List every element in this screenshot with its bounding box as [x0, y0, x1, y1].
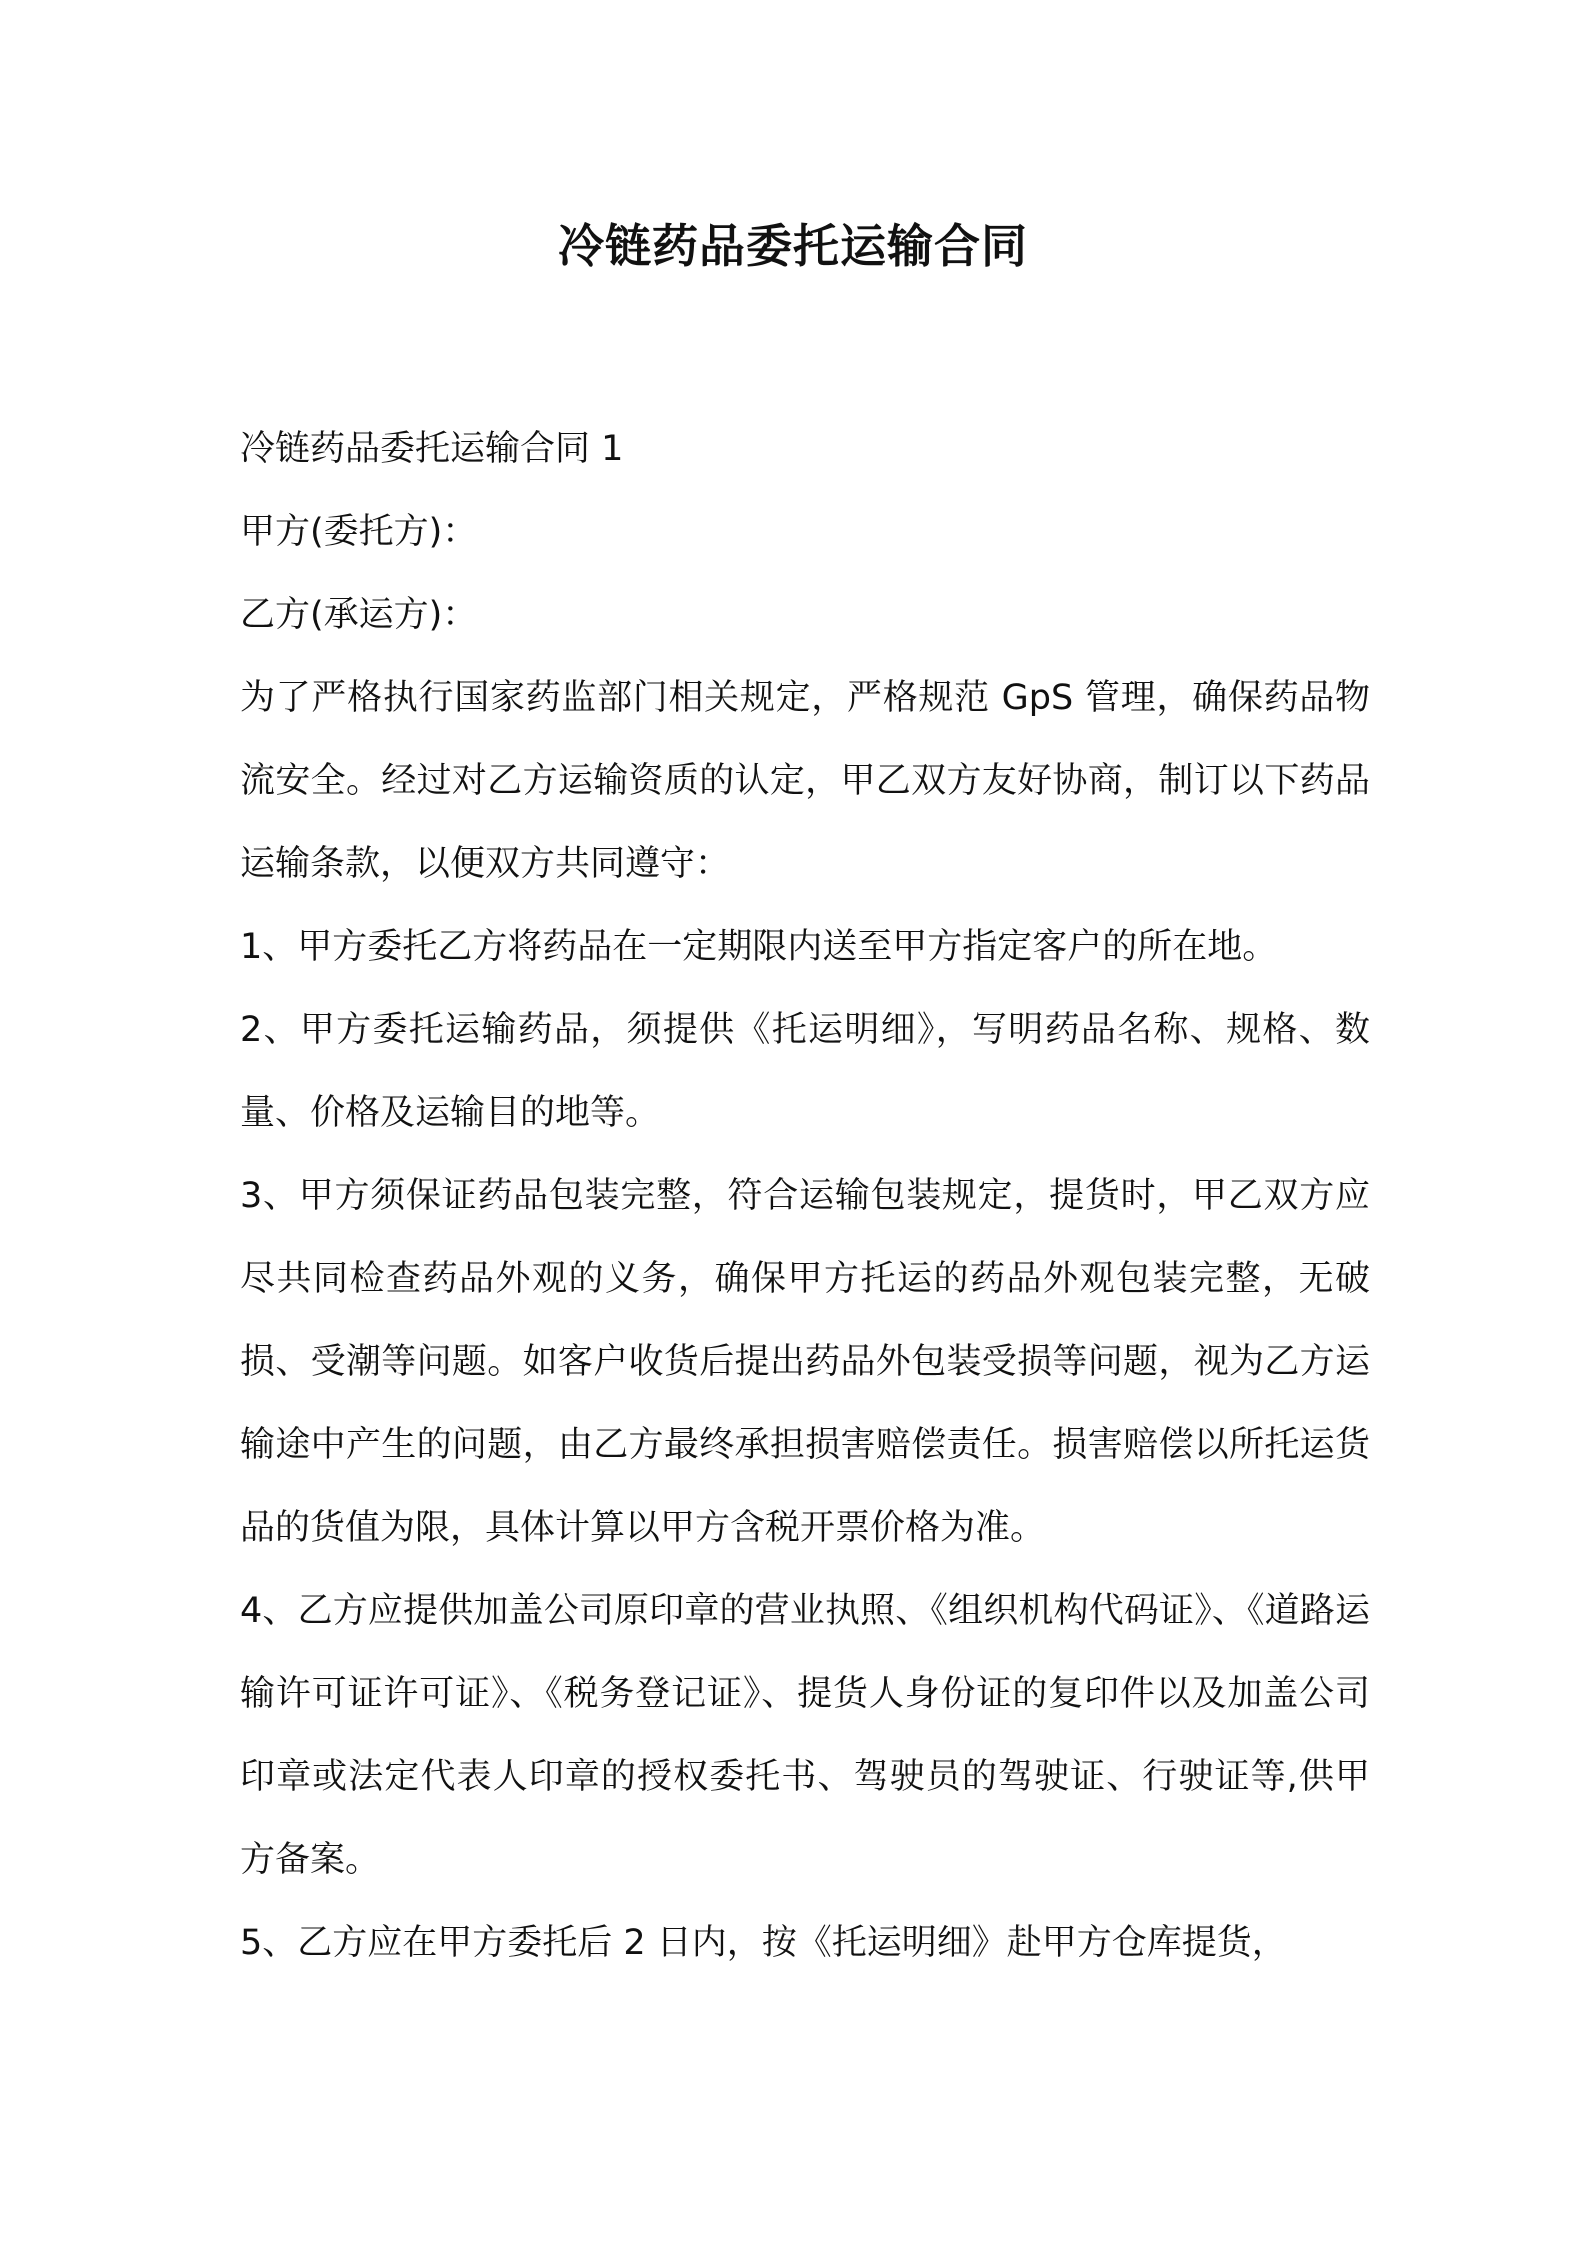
contract-subtitle: 冷链药品委托运输合同 1	[240, 429, 624, 469]
clause-1: 1、甲方委托乙方将药品在一定期限内送至甲方指定客户的所在地。	[240, 927, 1278, 967]
intro-paragraph: 为了严格执行国家药监部门相关规定，严格规范 GpS 管理，确保药品物流安全。经过对乙方运输资质的认定，甲乙双方友好协商，制订以下药品运输条款，以便双方共同遵守：	[240, 678, 1370, 884]
clause-2: 2、甲方委托运输药品，须提供《托运明细》，写明药品名称、规格、数量、价格及运输目的地等。	[240, 1010, 1370, 1133]
party-b-line: 乙方(承运方)：	[240, 595, 478, 635]
document-body	[240, 408, 1370, 1985]
clause-4: 4、乙方应提供加盖公司原印章的营业执照、《组织机构代码证》、《道路运输许可证许可证》、《税务登记证》、提货人身份证的复印件以及加盖公司印章或法定代表人印章的授权委托书、驾驶员的驾驶证、行驶证等,供甲方备案。	[240, 1591, 1370, 1880]
party-a-line: 甲方(委托方)：	[240, 512, 478, 552]
document-title: 冷链药品委托运输合同	[558, 219, 1028, 273]
clause-3: 3、甲方须保证药品包装完整，符合运输包装规定，提货时，甲乙双方应尽共同检查药品外观的义务，确保甲方托运的药品外观包装完整，无破损、受潮等问题。如客户收货后提出药品外包装受损等问题，视为乙方运输途中产生的问题，由乙方最终承担损害赔偿责任。损害赔偿以所托运货品的货值为限，具体计算以甲方含税开票价格为准。	[240, 1176, 1370, 1548]
clause-5: 5、乙方应在甲方委托后 2 日内，按《托运明细》赴甲方仓库提货，	[240, 1923, 1287, 1963]
